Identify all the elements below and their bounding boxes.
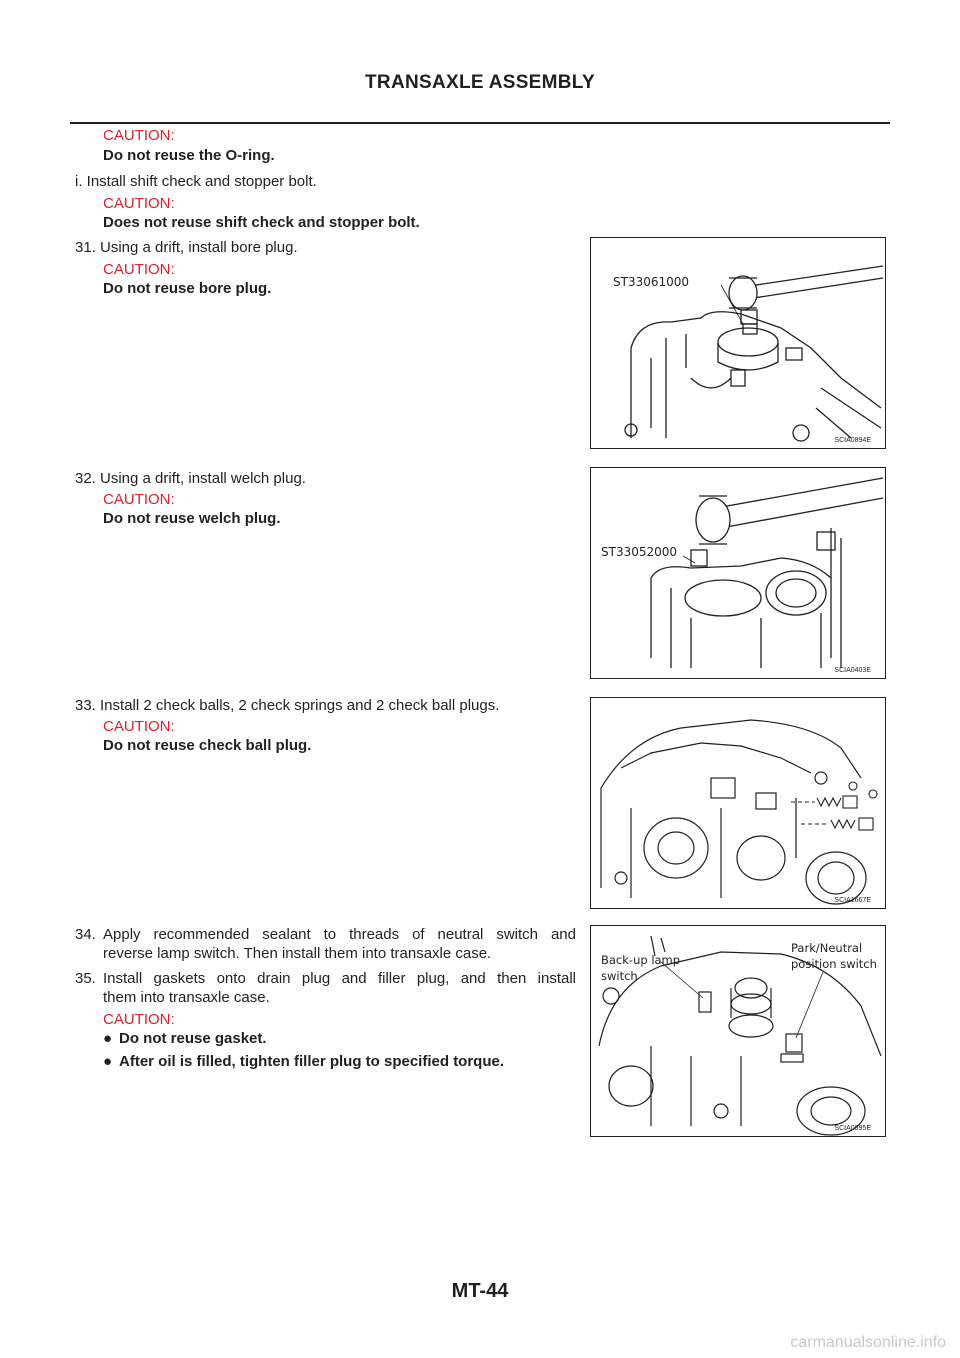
caution-label: CAUTION: [103,261,175,278]
step-35-number: 35. [75,970,96,987]
figure-label: Back-up lamp [601,953,681,967]
caution-label: CAUTION: [103,491,175,508]
caution-text: After oil is filled, tighten filler plug to specified torque. [119,1053,505,1070]
figure-check-ball-plug [590,697,886,909]
transaxle-drawing [591,468,886,679]
page-title: TRANSAXLE ASSEMBLY [365,72,595,93]
figure-label: ST33052000 [601,545,678,559]
transaxle-drawing [591,698,886,909]
figure-label: position switch [791,957,877,971]
caution-text: Do not reuse bore plug. [103,280,272,297]
step-32: 32. Using a drift, install welch plug. [75,470,306,487]
step-34-line: Apply recommended sealant to threads of neutral switch and [103,926,576,943]
step-33: 33. Install 2 check balls, 2 check springs and 2 check ball plugs. [75,697,500,714]
header-rule [70,122,890,124]
caution-text: Do not reuse the O-ring. [103,147,275,164]
caution-text: Do not reuse gasket. [119,1030,267,1047]
step-31: 31. Using a drift, install bore plug. [75,239,298,256]
transaxle-drawing [591,238,886,449]
caution-text: Do not reuse check ball plug. [103,737,312,754]
step-35-line: them into transaxle case. [103,989,270,1006]
figure-code: SCIA0894E [834,437,871,444]
bullet-icon: ● [103,1053,113,1070]
caution-text: Does not reuse shift check and stopper bolt. [103,214,420,231]
step-34-number: 34. [75,926,96,943]
transaxle-drawing [591,926,886,1137]
caution-label: CAUTION: [103,1011,175,1028]
step-35-line: Install gaskets onto drain plug and filler plug, and then install [103,970,576,987]
bullet-icon: ● [103,1030,113,1047]
figure-switches [590,925,886,1137]
caution-bullet-item [103,1029,267,1048]
caution-bullet-item [103,1052,504,1071]
figure-code: SCIA0403E [834,667,871,674]
step-i: i. Install shift check and stopper bolt. [75,173,317,190]
figure-label: switch [601,969,638,983]
caution-label: CAUTION: [103,127,175,144]
figure-code: SCIA0895E [834,1125,871,1132]
figure-code: SCIA1667E [834,897,871,904]
caution-text: Do not reuse welch plug. [103,510,281,527]
figure-label: Park/Neutral [791,941,863,955]
step-34-line: reverse lamp switch. Then install them into transaxle case. [103,945,492,962]
figure-label: ST33061000 [613,275,690,289]
figure-welch-plug [590,467,886,679]
caution-label: CAUTION: [103,195,175,212]
figure-bore-plug [590,237,886,449]
page-number: MT-44 [451,1280,509,1302]
caution-label: CAUTION: [103,718,175,735]
watermark: carmanualsonline.info [790,1334,946,1351]
